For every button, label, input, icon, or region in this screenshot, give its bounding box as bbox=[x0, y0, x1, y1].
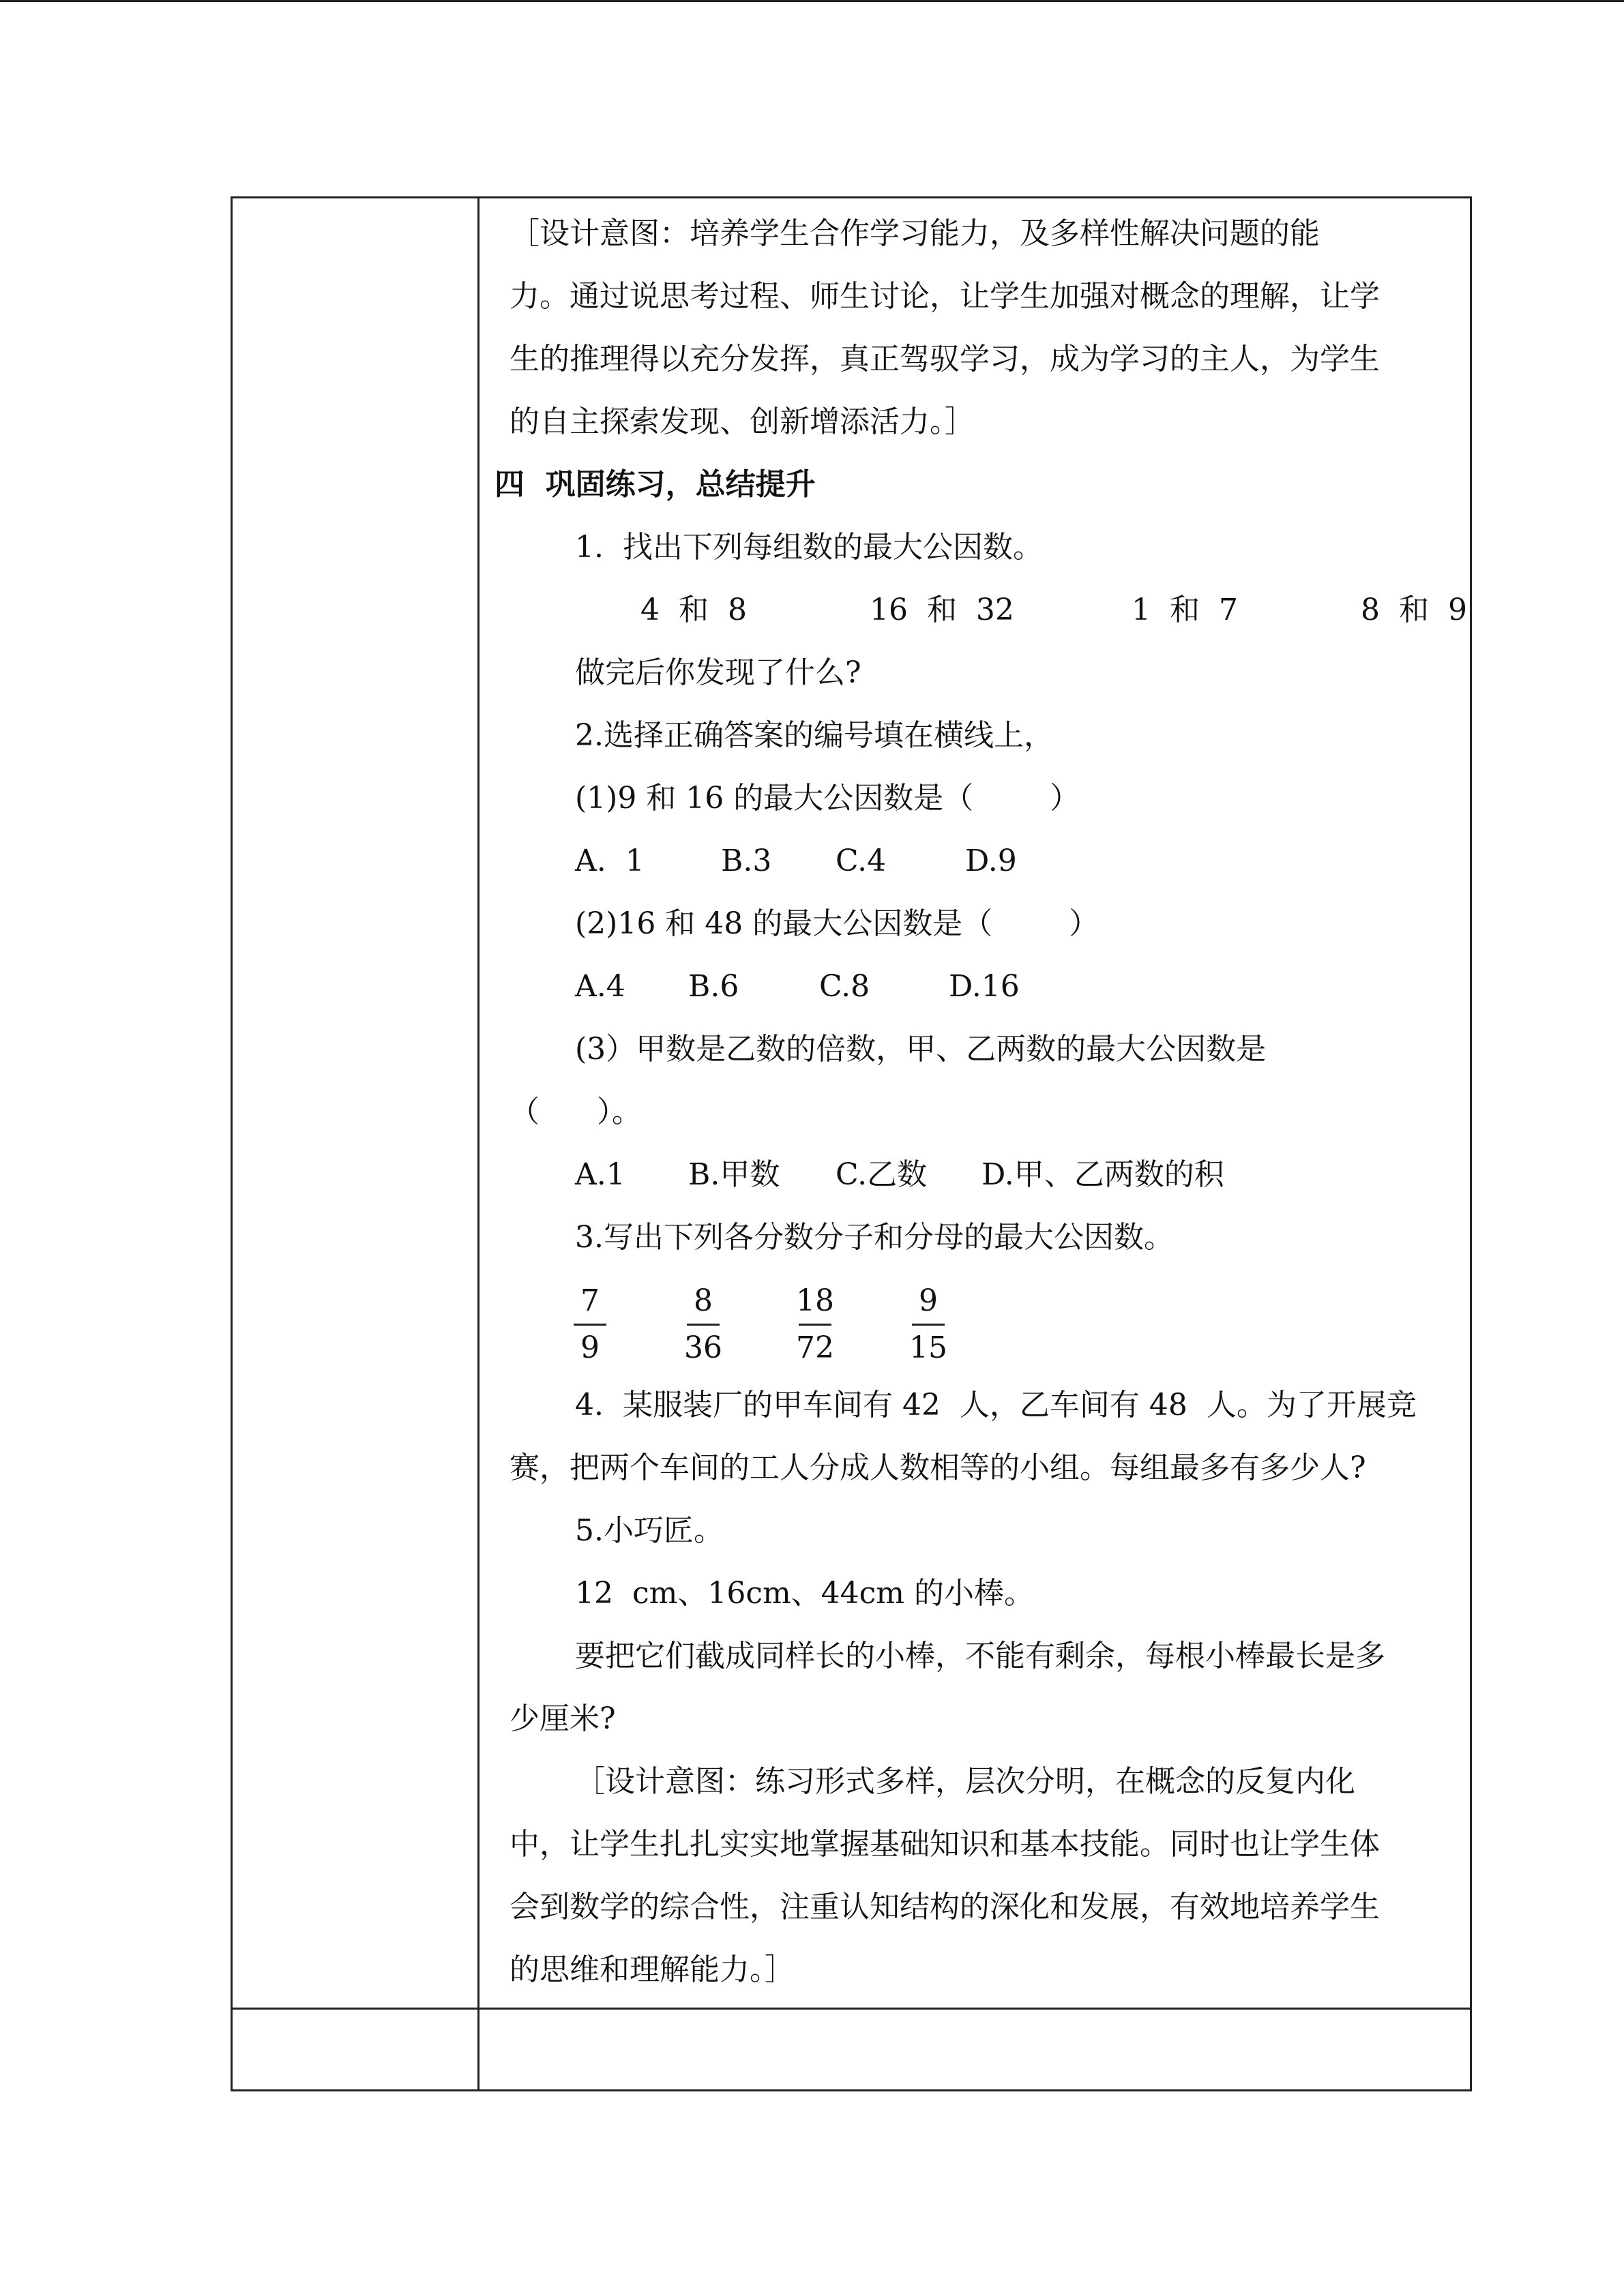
design-intent-2-line-1: ［设计意图：练习形式多样，层次分明，在概念的反复内化 bbox=[575, 1764, 1355, 1799]
q4-line-2: 赛，把两个车间的工人分成人数相等的小组。每组最多有多少人? bbox=[510, 1450, 1366, 1485]
q1-prompt: 1. 找出下列每组数的最大公因数。 bbox=[575, 530, 1043, 565]
q2-sub3-option-c: C.乙数 bbox=[836, 1157, 928, 1192]
q3-fraction-4-denominator: 15 bbox=[909, 1330, 947, 1365]
q3-fraction-3-numerator: 18 bbox=[796, 1283, 834, 1318]
design-intent-2-line-3: 会到数学的综合性，注重认知结构的深化和发展，有效地培养学生 bbox=[510, 1890, 1380, 1924]
q2-sub1-question: (1)9 和 16 的最大公因数是（ ） bbox=[575, 781, 1080, 816]
q2-sub1-option-c: C.4 bbox=[836, 844, 887, 878]
q2-sub1-option-b: B.3 bbox=[721, 844, 772, 878]
q2-prompt: 2.选择正确答案的编号填在横线上， bbox=[575, 718, 1054, 753]
q3-fraction-1 bbox=[568, 1281, 612, 1368]
q5-question-line-1: 要把它们截成同样长的小棒，不能有剩余，每根小棒最长是多 bbox=[575, 1639, 1385, 1673]
section-heading: 四 巩固练习，总结提升 bbox=[494, 467, 816, 502]
fraction-bar bbox=[687, 1324, 720, 1326]
fraction-bar bbox=[799, 1324, 831, 1326]
page-top-rule bbox=[0, 0, 1624, 2]
q3-fraction-4 bbox=[906, 1281, 950, 1368]
q2-sub3-option-b: B.甲数 bbox=[688, 1157, 780, 1192]
q3-fraction-1-numerator: 7 bbox=[580, 1283, 600, 1318]
q3-fraction-2-numerator: 8 bbox=[694, 1283, 713, 1318]
q5-sticks: 12 cm、16cm、44cm 的小棒。 bbox=[575, 1576, 1035, 1611]
fraction-bar bbox=[574, 1324, 606, 1326]
q2-sub3-question-line-1: (3）甲数是乙数的倍数，甲、乙两数的最大公因数是 bbox=[575, 1032, 1267, 1067]
q5-title: 5.小巧匠。 bbox=[575, 1513, 724, 1548]
q2-sub1-option-d: D.9 bbox=[965, 844, 1017, 878]
q2-sub3-question-line-2: （ ）。 bbox=[510, 1094, 642, 1129]
q2-sub2-option-b: B.6 bbox=[688, 969, 739, 1004]
q3-fraction-2-denominator: 36 bbox=[684, 1330, 722, 1365]
q2-sub2-question: (2)16 和 48 的最大公因数是（ ） bbox=[575, 906, 1099, 941]
q2-sub3-option-d: D.甲、乙两数的积 bbox=[981, 1157, 1224, 1192]
table-column-divider bbox=[477, 198, 479, 2089]
q3-fraction-4-numerator: 9 bbox=[919, 1283, 938, 1318]
q1-followup: 做完后你发现了什么? bbox=[575, 655, 861, 690]
design-intent-1-line-3: 生的推理得以充分发挥，真正驾驭学习，成为学习的主人，为学生 bbox=[510, 342, 1380, 376]
design-intent-1-line-1: ［设计意图：培养学生合作学习能力，及多样性解决问题的能 bbox=[510, 216, 1320, 251]
design-intent-2-line-4: 的思维和理解能力。］ bbox=[510, 1952, 795, 1987]
table-row-divider bbox=[233, 2008, 1470, 2010]
q3-fraction-3-denominator: 72 bbox=[796, 1330, 834, 1365]
q3-fraction-2 bbox=[681, 1281, 725, 1368]
q2-sub2-option-d: D.16 bbox=[949, 969, 1020, 1004]
design-intent-1-line-2: 力。通过说思考过程、师生讨论，让学生加强对概念的理解，让学 bbox=[510, 279, 1380, 314]
design-intent-2-line-2: 中，让学生扎扎实实地掌握基础知识和基本技能。同时也让学生体 bbox=[510, 1827, 1380, 1862]
fraction-bar bbox=[912, 1324, 945, 1326]
q2-sub1-option-a: A. 1 bbox=[575, 844, 645, 878]
q1-pair-3: 1 和 7 bbox=[1132, 593, 1238, 627]
q1-pair-1: 4 和 8 bbox=[640, 593, 747, 627]
q2-sub2-option-c: C.8 bbox=[819, 969, 870, 1004]
q1-pair-4: 8 和 9 bbox=[1361, 593, 1467, 627]
q3-fraction-3 bbox=[793, 1281, 837, 1368]
q4-line-1: 4. 某服装厂的甲车间有 42 人，乙车间有 48 人。为了开展竞 bbox=[575, 1388, 1417, 1422]
q2-sub3-option-a: A.1 bbox=[575, 1157, 625, 1192]
design-intent-1-line-4: 的自主探索发现、创新增添活力。］ bbox=[510, 404, 975, 439]
q3-fraction-1-denominator: 9 bbox=[580, 1330, 600, 1365]
q5-question-line-2: 少厘米? bbox=[510, 1701, 616, 1736]
lesson-plan-table bbox=[231, 196, 1472, 2091]
q1-pair-2: 16 和 32 bbox=[870, 593, 1014, 627]
q2-sub2-option-a: A.4 bbox=[575, 969, 625, 1004]
q3-prompt: 3.写出下列各分数分子和分母的最大公因数。 bbox=[575, 1220, 1174, 1255]
